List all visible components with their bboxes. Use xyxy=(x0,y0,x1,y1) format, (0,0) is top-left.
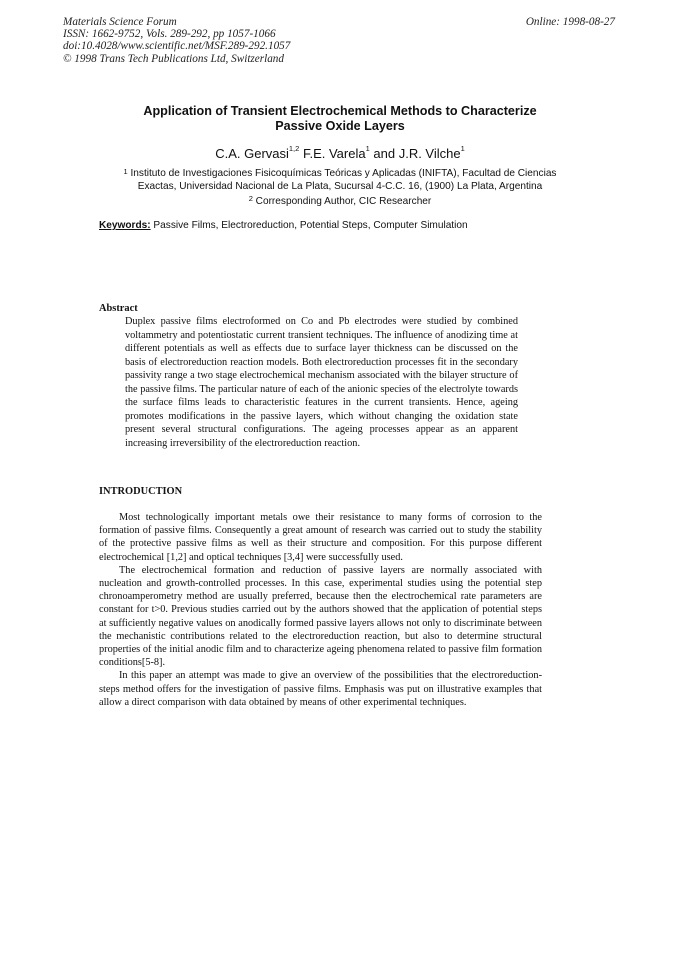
title-line-2: Passive Oxide Layers xyxy=(275,119,405,133)
keywords-label: Keywords: xyxy=(99,220,151,231)
corresponding-mark: 2 xyxy=(248,194,253,203)
author-name: J.R. Vilche xyxy=(398,146,461,161)
introduction-body xyxy=(99,511,542,709)
affiliation xyxy=(90,167,590,193)
online-date: Online: 1998-08-27 xyxy=(525,16,615,28)
abstract-heading: Abstract xyxy=(99,303,138,314)
author-affiliation-mark: 1 xyxy=(460,144,465,153)
corresponding-text: Corresponding Author, CIC Researcher xyxy=(255,196,432,207)
citation-header xyxy=(63,16,290,65)
author-name: F.E. Varela xyxy=(302,146,366,161)
author-name: C.A. Gervasi xyxy=(215,146,289,161)
author-affiliation-mark: 1,2 xyxy=(288,144,300,153)
affiliation-mark: 1 xyxy=(123,167,128,176)
paper-title xyxy=(90,104,590,134)
paragraph: The electrochemical formation and reduction of passive layers are normally associated with nucleation and growth-controlled processes. In this case, experimental studies using the potential step chronoamperometry method are usually preferred, because then the electrochemical rate parameters are constant for t>0. Previous studies carried out by the authors showed that the application of potential steps at sufficiently negative values on anodically formed passive layers allows not only to discriminate between the mechanistic contributions related to the electroreduction reaction, but also to determine structural properties of the initial anodic film and to characterize ageing phenomena related to passive film formation conditions[5-8]. xyxy=(99,564,542,669)
corresponding-author xyxy=(90,196,590,207)
affiliation-line-1: Instituto de Investigaciones Fisicoquímicas Teóricas y Aplicadas (INIFTA), Facultad de Ciencias xyxy=(130,168,557,179)
keywords-list: Passive Films, Electroreduction, Potential Steps, Computer Simulation xyxy=(153,220,468,231)
introduction-heading: INTRODUCTION xyxy=(99,486,183,497)
affiliation-line-2: Exactas, Universidad Nacional de La Plata, Sucursal 4-C.C. 16, (1900) La Plata, Argentina xyxy=(137,181,543,192)
author-conjunction: and xyxy=(373,146,396,161)
issn-line: ISSN: 1662-9752, Vols. 289-292, pp 1057-1066 xyxy=(63,28,276,41)
author-list xyxy=(100,146,580,161)
paragraph: In this paper an attempt was made to give an overview of the possibilities that the electroreduction-steps method offers for the investigation of passive films. Emphasis was put on illustrative examples that allow a direct comparison with data obtained by means of other experimental techniques. xyxy=(99,670,542,708)
copyright-line: © 1998 Trans Tech Publications Ltd, Switzerland xyxy=(63,52,284,65)
author-affiliation-mark: 1 xyxy=(365,144,370,153)
doi-link[interactable]: doi:10.4028/www.scientific.net/MSF.289-292.1057 xyxy=(63,40,291,53)
keywords xyxy=(99,220,599,231)
abstract-text: Duplex passive films electroformed on Co and Pb electrodes were studied by combined voltammetry and potentiostatic current transient techniques. The influence of anodizing time at different potentials as well as effects due to surface layer thickness can be discussed on the basis of electroreduction reaction models. Both electroreduction processes fit in the secondary passivity range a two stage electrochemical mechanism associated with the bilayer structure of the passive films. The particular nature of each of the anionic species of the electrolyte towards the surface films leads to characteristic features in the current transients. Hence, ageing promotes modifications in the passive layers, which without changing the oxidation state present several structural configurations. The ageing processes appear as an apparent increasing irreversibility of the electroreduction reaction. xyxy=(125,316,518,449)
paragraph: Most technologically important metals owe their resistance to many forms of corrosion to the formation of passive films. Consequently a great amount of research was carried out to study the stability of the protective passive films as well as their structure and composition. For this purpose different electrochemical [1,2] and optical techniques [3,4] were successfully used. xyxy=(99,512,542,563)
journal-name: Materials Science Forum xyxy=(63,16,177,28)
title-line-1: Application of Transient Electrochemical Methods to Characterize xyxy=(143,104,537,118)
